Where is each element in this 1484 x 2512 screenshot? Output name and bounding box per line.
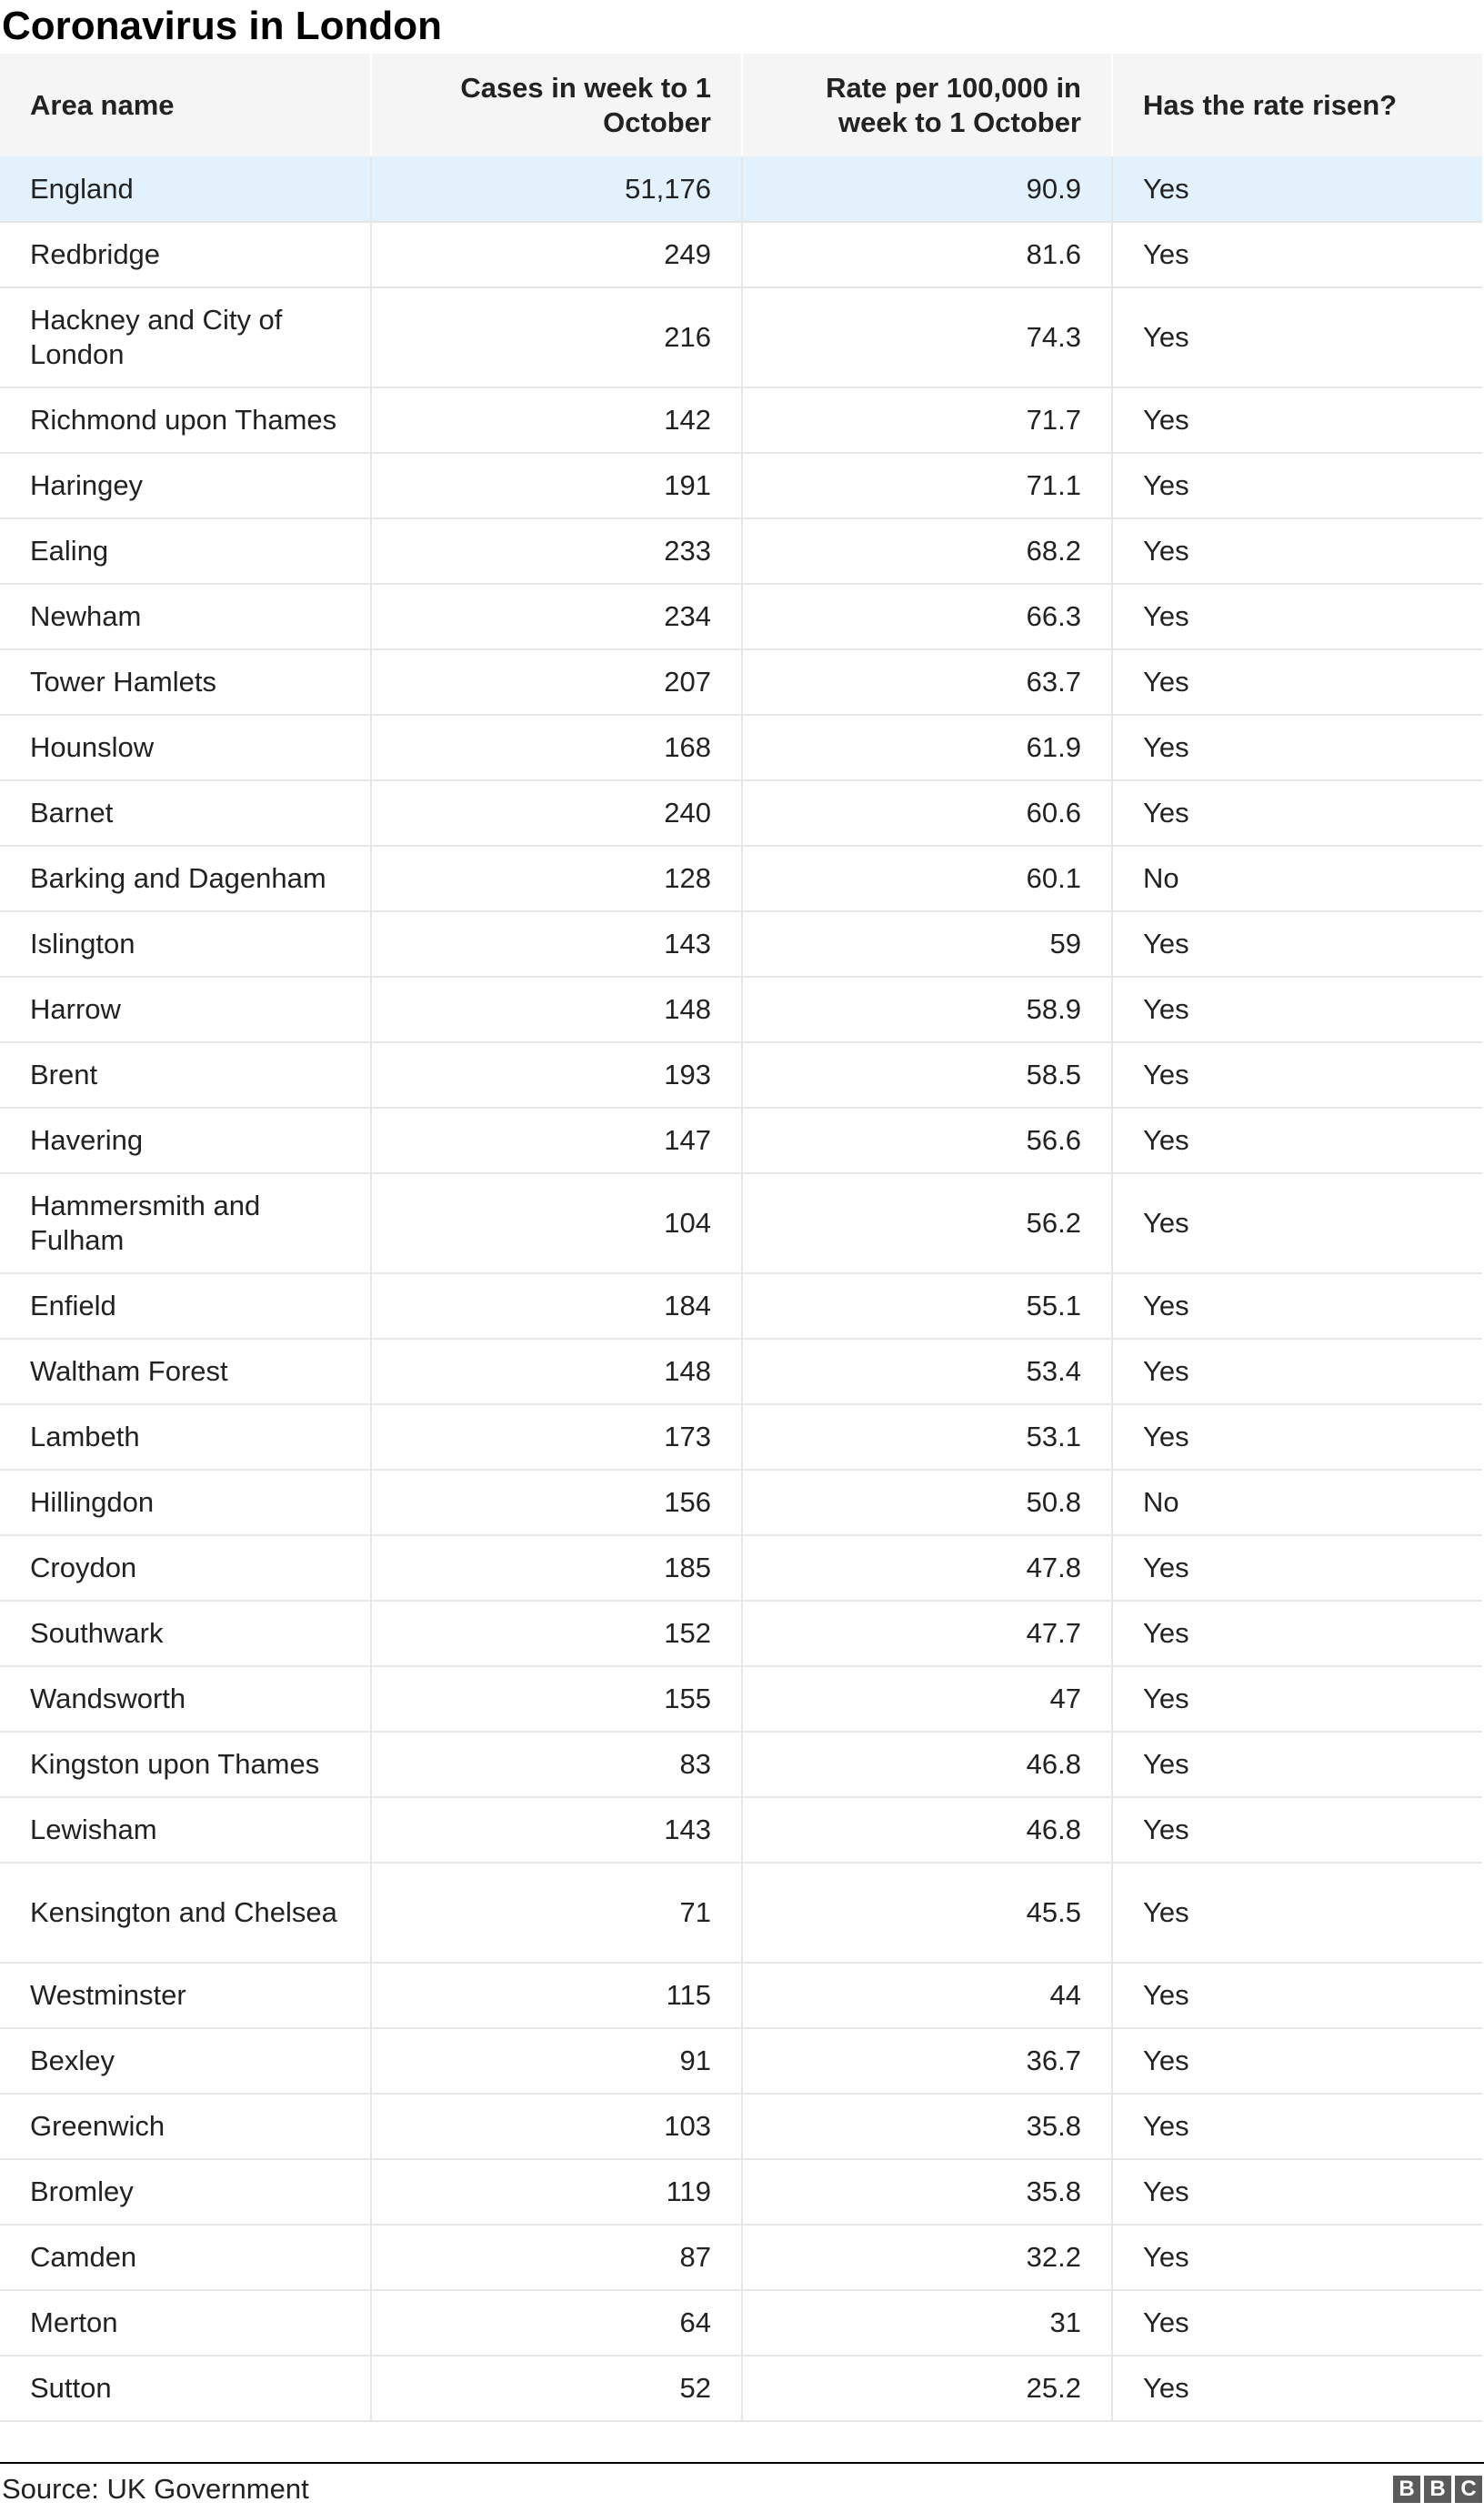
cell-cases: 128: [371, 846, 742, 911]
source-note: Source: UK Government: [2, 2473, 309, 2505]
cell-cases: 115: [371, 1963, 742, 2028]
cell-rate-risen: Yes: [1112, 1963, 1482, 2028]
cell-rate-risen: Yes: [1112, 1601, 1482, 1666]
cell-cases: 143: [371, 911, 742, 977]
table-row: [0, 715, 1482, 780]
table-row: [0, 2159, 1482, 2225]
table-row: [0, 2094, 1482, 2159]
cell-rate-risen: Yes: [1112, 518, 1482, 584]
table-row: [0, 2028, 1482, 2094]
cell-cases: 207: [371, 649, 742, 715]
cell-rate: 59: [742, 911, 1112, 977]
cell-rate-risen: Yes: [1112, 584, 1482, 649]
cell-rate: 47.7: [742, 1601, 1112, 1666]
cell-rate-risen: Yes: [1112, 222, 1482, 287]
cell-area-name: Enfield: [0, 1273, 371, 1339]
cell-area-name: Camden: [0, 2225, 371, 2290]
cell-rate: 32.2: [742, 2225, 1112, 2290]
cell-cases: 91: [371, 2028, 742, 2094]
cell-rate: 35.8: [742, 2094, 1112, 2159]
cell-rate-risen: Yes: [1112, 1042, 1482, 1108]
cell-area-name: Islington: [0, 911, 371, 977]
cell-cases: 119: [371, 2159, 742, 2225]
cell-rate: 71.1: [742, 453, 1112, 518]
cell-area-name: Waltham Forest: [0, 1339, 371, 1404]
cell-area-name: Greenwich: [0, 2094, 371, 2159]
cell-cases: 168: [371, 715, 742, 780]
cell-rate: 53.1: [742, 1404, 1112, 1470]
cell-area-name: Hackney and City of London: [0, 287, 371, 387]
table-body: [0, 156, 1482, 2421]
table-row: [0, 1601, 1482, 1666]
table-row: [0, 1108, 1482, 1173]
cell-rate: 66.3: [742, 584, 1112, 649]
column-header-cases: Cases in week to 1 October: [371, 54, 742, 156]
bbc-logo: [1393, 2476, 1482, 2503]
table-row: [0, 911, 1482, 977]
cell-rate-risen: No: [1112, 1470, 1482, 1535]
cell-rate: 46.8: [742, 1732, 1112, 1797]
cell-rate-risen: Yes: [1112, 1863, 1482, 1963]
table-row: [0, 649, 1482, 715]
cell-cases: 51,176: [371, 156, 742, 222]
cell-area-name: Hillingdon: [0, 1470, 371, 1535]
cell-area-name: Harrow: [0, 977, 371, 1042]
cell-rate: 47.8: [742, 1535, 1112, 1601]
cell-rate-risen: Yes: [1112, 156, 1482, 222]
cell-rate: 68.2: [742, 518, 1112, 584]
table-row: [0, 518, 1482, 584]
cell-rate-risen: Yes: [1112, 715, 1482, 780]
cell-rate: 45.5: [742, 1863, 1112, 1963]
cell-cases: 87: [371, 2225, 742, 2290]
cell-area-name: Lewisham: [0, 1797, 371, 1863]
column-header-rate: Rate per 100,000 in week to 1 October: [742, 54, 1112, 156]
cell-area-name: England: [0, 156, 371, 222]
table-row: [0, 1273, 1482, 1339]
table-row: [0, 387, 1482, 453]
cell-rate: 46.8: [742, 1797, 1112, 1863]
cell-rate-risen: Yes: [1112, 1797, 1482, 1863]
cell-area-name: Barking and Dagenham: [0, 846, 371, 911]
table-header: [0, 54, 1482, 156]
cell-cases: 142: [371, 387, 742, 453]
cell-rate-risen: Yes: [1112, 780, 1482, 846]
cell-area-name: Newham: [0, 584, 371, 649]
cell-area-name: Lambeth: [0, 1404, 371, 1470]
cell-rate: 50.8: [742, 1470, 1112, 1535]
cell-rate-risen: Yes: [1112, 287, 1482, 387]
cell-cases: 155: [371, 1666, 742, 1732]
table-row: [0, 1404, 1482, 1470]
column-header-rate-risen: Has the rate risen?: [1112, 54, 1482, 156]
cell-cases: 216: [371, 287, 742, 387]
cell-rate-risen: Yes: [1112, 1535, 1482, 1601]
cell-cases: 156: [371, 1470, 742, 1535]
cell-rate: 90.9: [742, 156, 1112, 222]
table-row: [0, 1863, 1482, 1963]
data-table: [0, 54, 1482, 2422]
cell-cases: 52: [371, 2356, 742, 2421]
cell-cases: 64: [371, 2290, 742, 2356]
table-row: [0, 287, 1482, 387]
cell-area-name: Merton: [0, 2290, 371, 2356]
cell-area-name: Bexley: [0, 2028, 371, 2094]
cell-area-name: Wandsworth: [0, 1666, 371, 1732]
cell-cases: 191: [371, 453, 742, 518]
bbc-logo-letter: B: [1393, 2476, 1420, 2503]
cell-area-name: Sutton: [0, 2356, 371, 2421]
cell-area-name: Haringey: [0, 453, 371, 518]
cell-rate: 74.3: [742, 287, 1112, 387]
cell-cases: 249: [371, 222, 742, 287]
cell-area-name: Richmond upon Thames: [0, 387, 371, 453]
cell-rate: 56.2: [742, 1173, 1112, 1273]
cell-cases: 148: [371, 1339, 742, 1404]
cell-cases: 240: [371, 780, 742, 846]
cell-rate-risen: Yes: [1112, 2028, 1482, 2094]
cell-rate: 71.7: [742, 387, 1112, 453]
table-row: [0, 977, 1482, 1042]
cell-area-name: Hounslow: [0, 715, 371, 780]
table-row: [0, 1470, 1482, 1535]
cell-area-name: Hammersmith and Fulham: [0, 1173, 371, 1273]
table-row: [0, 222, 1482, 287]
cell-cases: 184: [371, 1273, 742, 1339]
cell-rate-risen: Yes: [1112, 977, 1482, 1042]
bbc-logo-letter: B: [1424, 2476, 1451, 2503]
cell-rate-risen: Yes: [1112, 1273, 1482, 1339]
cell-rate: 63.7: [742, 649, 1112, 715]
table-row: [0, 1732, 1482, 1797]
cell-area-name: Havering: [0, 1108, 371, 1173]
chart-title: Coronavirus in London: [2, 4, 442, 48]
table-row: [0, 846, 1482, 911]
cell-cases: 147: [371, 1108, 742, 1173]
cell-cases: 103: [371, 2094, 742, 2159]
cell-rate-risen: Yes: [1112, 2356, 1482, 2421]
cell-cases: 71: [371, 1863, 742, 1963]
table-row: [0, 2225, 1482, 2290]
cell-rate-risen: Yes: [1112, 1666, 1482, 1732]
cell-cases: 193: [371, 1042, 742, 1108]
cell-area-name: Kensington and Chelsea: [0, 1863, 371, 1963]
cell-area-name: Southwark: [0, 1601, 371, 1666]
cell-cases: 234: [371, 584, 742, 649]
cell-rate: 58.9: [742, 977, 1112, 1042]
cell-rate: 47: [742, 1666, 1112, 1732]
table-row: [0, 1666, 1482, 1732]
table-row: [0, 780, 1482, 846]
cell-area-name: Redbridge: [0, 222, 371, 287]
cell-rate-risen: Yes: [1112, 2094, 1482, 2159]
table-row: [0, 1797, 1482, 1863]
cell-rate: 55.1: [742, 1273, 1112, 1339]
table-row: [0, 453, 1482, 518]
cell-rate: 56.6: [742, 1108, 1112, 1173]
cell-rate-risen: Yes: [1112, 1404, 1482, 1470]
table-row: [0, 1042, 1482, 1108]
cell-rate: 36.7: [742, 2028, 1112, 2094]
cell-rate-risen: Yes: [1112, 1173, 1482, 1273]
cell-rate-risen: Yes: [1112, 649, 1482, 715]
cell-rate-risen: Yes: [1112, 2290, 1482, 2356]
bbc-logo-letter: C: [1455, 2476, 1482, 2503]
cell-cases: 83: [371, 1732, 742, 1797]
table-row: [0, 1339, 1482, 1404]
table-row: [0, 1535, 1482, 1601]
cell-cases: 173: [371, 1404, 742, 1470]
table-row: [0, 2290, 1482, 2356]
cell-area-name: Brent: [0, 1042, 371, 1108]
table-row: [0, 1963, 1482, 2028]
footer-rule: [0, 2462, 1484, 2464]
table-row: [0, 156, 1482, 222]
cell-area-name: Tower Hamlets: [0, 649, 371, 715]
cell-rate-risen: Yes: [1112, 1732, 1482, 1797]
cell-rate: 53.4: [742, 1339, 1112, 1404]
column-header-area-name: Area name: [0, 54, 371, 156]
cell-cases: 148: [371, 977, 742, 1042]
cell-cases: 152: [371, 1601, 742, 1666]
cell-rate-risen: Yes: [1112, 1339, 1482, 1404]
table-row: [0, 2356, 1482, 2421]
cell-cases: 143: [371, 1797, 742, 1863]
cell-cases: 104: [371, 1173, 742, 1273]
cell-rate: 61.9: [742, 715, 1112, 780]
cell-cases: 233: [371, 518, 742, 584]
cell-rate-risen: Yes: [1112, 911, 1482, 977]
cell-rate-risen: No: [1112, 846, 1482, 911]
cell-area-name: Barnet: [0, 780, 371, 846]
table-row: [0, 584, 1482, 649]
cell-cases: 185: [371, 1535, 742, 1601]
cell-area-name: Kingston upon Thames: [0, 1732, 371, 1797]
cell-rate: 35.8: [742, 2159, 1112, 2225]
cell-area-name: Bromley: [0, 2159, 371, 2225]
cell-rate-risen: Yes: [1112, 387, 1482, 453]
cell-rate-risen: Yes: [1112, 2159, 1482, 2225]
table-row: [0, 1173, 1482, 1273]
cell-rate: 81.6: [742, 222, 1112, 287]
cell-rate-risen: Yes: [1112, 453, 1482, 518]
cell-area-name: Ealing: [0, 518, 371, 584]
cell-rate: 31: [742, 2290, 1112, 2356]
cell-rate: 58.5: [742, 1042, 1112, 1108]
cell-rate: 44: [742, 1963, 1112, 2028]
cell-rate-risen: Yes: [1112, 1108, 1482, 1173]
cell-rate: 60.1: [742, 846, 1112, 911]
cell-area-name: Croydon: [0, 1535, 371, 1601]
cell-rate-risen: Yes: [1112, 2225, 1482, 2290]
cell-rate: 25.2: [742, 2356, 1112, 2421]
cell-area-name: Westminster: [0, 1963, 371, 2028]
cell-rate: 60.6: [742, 780, 1112, 846]
